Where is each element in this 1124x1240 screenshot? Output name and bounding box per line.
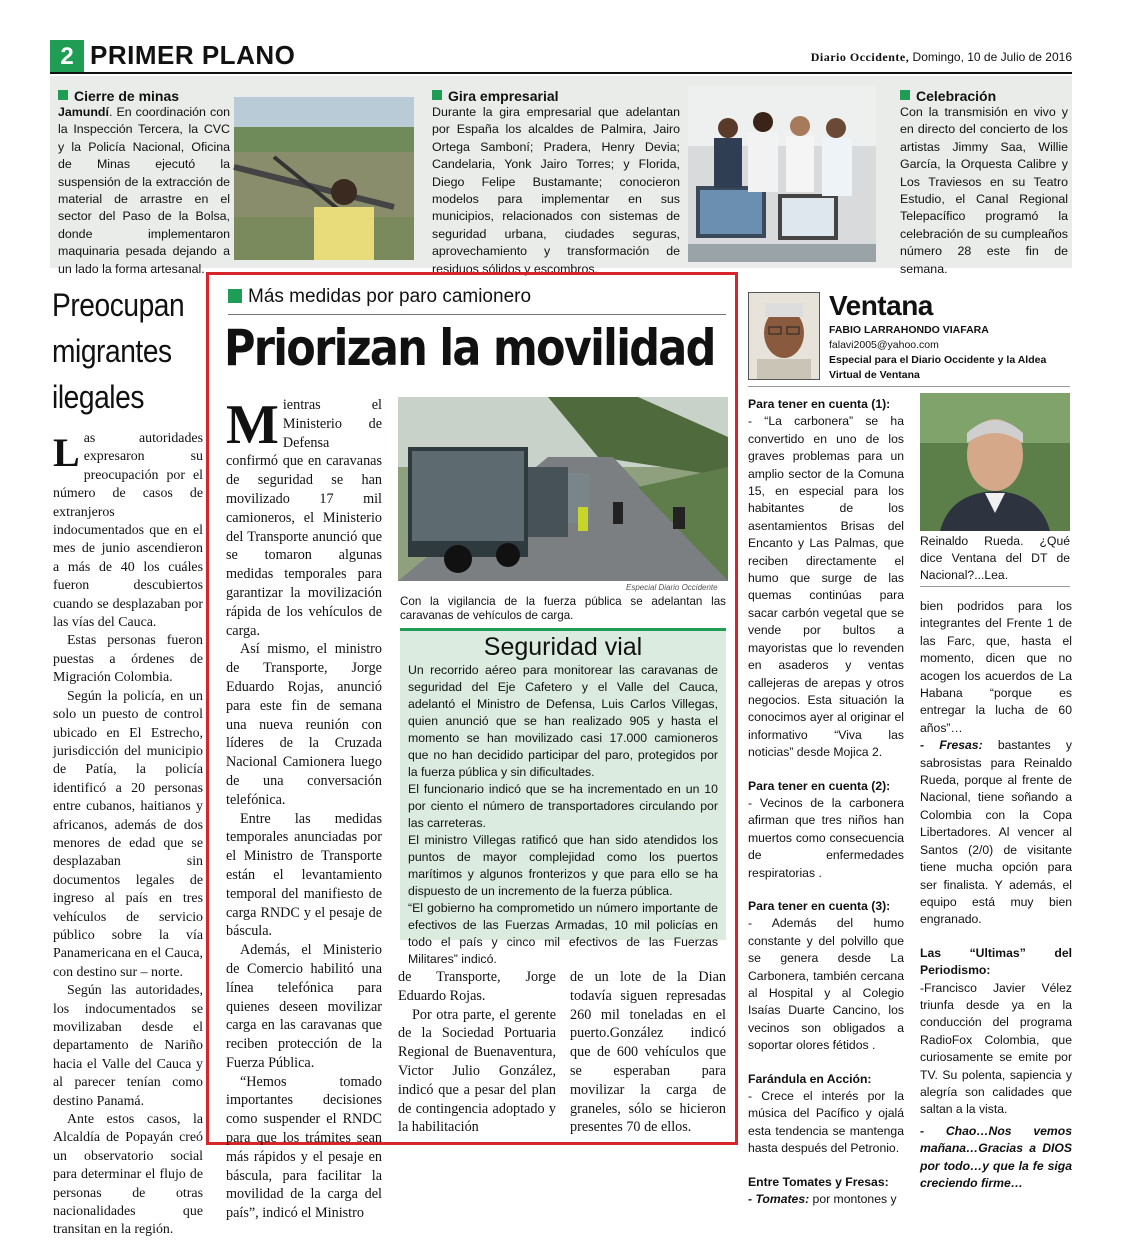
column-text-1: Para tener en cuenta (1): - “La carbonera” se ha convertido en uno de los graves problemas para un amplio sector de la Comuna 15, en especial para los habitantes de los asentamientos Brisas del Encanto y Las Palmas, que reciben directamente el humo que surge de las quemas continúas para sacar carbón vegetal que se vende por bultos a mayoristas que lo revenden en asaderos y ventas callejeras de arepas y otros negocios. Esta situación la conocimos ayer al originar el informativo “Viva las noticias” desde Mojica 2. Para tener en cuenta (2): - Vecinos de la carbonera afirman que tres niños han muertos como consecuencia de enfermedades respiratorias . Para tener en cuenta (3): - Además del humo constante y del polvillo que se genera desde La Carbonera, también cercana al Hospital y al Colegio Isaías Duarte Cancino, los vecinos son obligados a soportar olores fétidos . Farándula en Acción: - Crece el interés por la música del Pacífico y ojalá esta tendencia se mantenga hasta después del Petronio. Entre Tomates y Fresas: - Tomates: por montones y: [748, 397, 904, 1207]
column-tagline: Especial para el Diario Occidente y la Aldea Virtual de Ventana: [829, 354, 1047, 381]
mine-photo: [234, 97, 414, 260]
photo-caption: Con la vigilancia de la fuerza pública se adelantan las caravanas de vehículos de carga.: [400, 595, 726, 622]
brief-title: Celebración: [900, 88, 1068, 104]
header-rule: [50, 72, 1072, 74]
main-body-col-1: Mientras el Ministerio de Defensa confirmó que en caravanas de seguridad se han movilizado 17 mil camioneros, el Ministerio del Transporte anunció que se tomaron algunas medidas temporales para garantizar la movilización rápida de los vehículos de carga. Así mismo, el ministro de Transporte, Jorge Eduardo Rojas, anunció para este fin de semana una nueva reunión con líderes de la Cruzada Nacional Camionera luego de una conversación telefónica. Entre las medidas temporales anunciadas por el Ministro de Transporte están el levantamiento temporal del manifiesto de carga RNDC y el pesaje de báscula. Además, el Ministerio de Comercio habilitó una línea telefónica para quienes deseen movilizar carga en las caravanas que reciben protección de la Fuerza Pública. “Hemos tomado importantes decisiones como suspender el RNDC para que los trámites sean más rápidos y el pesaje en báscula, para facilitar la movilidad de la carga del país”, indicó el Ministro: [226, 394, 382, 1222]
brief-business-tour: [432, 88, 680, 278]
brief-title: Cierre de minas: [58, 88, 230, 104]
brief-celebration: [900, 88, 1068, 278]
brief-text: Durante la gira empresarial que adelantan por España los alcaldes de Palmira, Jairo Ortega Samboní; Pradera, Henry Devia; Candelaria, Yonk Jairo Torres; y Florida, Diego Felipe Bustamante; conocieron modelos para implementar en sus municipios, relacionados con sistemas de seguridad urbana, ciudades seguras, aprovechamiento y transformación de residuos sólidos y escombros.: [432, 105, 680, 276]
left-headline: Preocupan migrantes ilegales: [52, 287, 185, 415]
masthead: [811, 50, 1072, 65]
author-photo: [748, 292, 820, 380]
rueda-photo: [920, 393, 1070, 531]
brief-mines: [58, 88, 230, 278]
column-rule: [748, 386, 1070, 387]
kicker-rule: [228, 314, 726, 315]
newspaper-name: Diario Occidente,: [810, 50, 910, 64]
mayors-photo: [688, 86, 876, 262]
issue-date: Domingo, 10 de Julio de 2016: [912, 50, 1072, 64]
brief-title: Gira empresarial: [432, 88, 680, 104]
photo-credit: Especial Diario Occidente: [626, 583, 718, 592]
sidebar-text: Un recorrido aéreo para monitorear las caravanas de seguridad del Eje Cafetero y el Valle del Cauca, adelantó el Ministro de Defensa, Luis Carlos Villegas, quien anunció que se han realizado 905 y hasta el momento se han movilizado casi 17.000 camioneros que no han decidido participar del paro, protegidos por la fuerza pública y sin dificultades. El funcionario indicó que se ha incrementado en un 10 por ciento el número de transportadores circulando por las carreteras. El ministro Villegas ratificó que han sido atendidos los puntos de mayor complejidad como los puertos marítimos y algunos fronterizos y que para ello se ha dispuesto de un incremento de la fuerza pública. “El gobierno ha comprometido un número importante de efectivos de las Fuerzas Armadas, 10 mil policías en todo el país y cinco mil efectivos de las Fuerzas Militares” indicó.: [408, 663, 718, 966]
rueda-caption: Reinaldo Rueda. ¿Qué dice Ventana del DT de Nacional?...Lea.: [920, 534, 1070, 582]
kicker: Más medidas por paro camionero: [228, 286, 531, 308]
column-email: falavi2005@yahoo.com: [829, 339, 939, 351]
column-byline: [829, 323, 1069, 383]
brief-text: Con la transmisión en vivo y en directo del concierto de los artistas Jimmy Saa, Willie García, la Orquesta Calibre y Los Traviesos en su Teatro Estudio, el Canal Regional Telepacífico programó la celebración de su cumpleaños número 28 este fin de semana.: [900, 105, 1068, 276]
section-title: PRIMER PLANO: [90, 40, 296, 70]
column-text-2: bien podridos para los integrantes del Frente 1 de las Farc, que, hasta el momento, dicen que no acogen los acuerdos de La Habana “porque es entregar la lucha de 60 años”… - Fresas: bastantes y sabrosistas para Reinaldo Rueda, porque al frente de Nacional, tiene soñando a Colombia con la Copa Libertadores. Al vencer al Santos (2/0) de visitante tiene mucha opción para ser finalista. Y además, el equipo está muy bien engranado. Las “Ultimas” del Periodismo: -Francisco Javier Vélez triunfa desde ya en la conducción del programa RadioFox Colombia, que curiosamente se emite por TV. Su polenta, sapiencia y alegría son calidades que saltan a la vista. - Chao…Nos vemos mañana…Gracias a DIOS por todo…y que la fe siga creciendo firme…: [920, 599, 1073, 1190]
sidebar-title: Seguridad vial: [483, 633, 643, 661]
green-square-icon: [58, 90, 68, 100]
left-article-body: Las autoridades expresaron su preocupación por el número de casos de extranjeros indocumentados que en el mes de junio ascendieron a más de 40 los cuáles fueron descubiertos cuando se desplazaban por las vías del Cauca. Estas personas fueron puestas a órdenes de Migración Colombia. Según la policía, en un solo un puesto de control ubicado en El Estrecho, jurisdicción del municipio de Patía, la policía identificó a 20 personas entre cubanos, haitianos y africanos, además de dos menores de edad que se desplazaban sin documentos legales de ingreso al país en tres vehículos de servicio público sobre la vía Panamericana en el Cauca, con destino sur – norte. Según las autoridades, los indocumentados se movilizaban desde el departamento de Nariño hacia el Valle del Cauca y al parecer tenían como destino Panamá. Ante estos casos, la Alcaldía de Popayán creó un observatorio social para determinar el flujo de personas de otras nacionalidades que transitan en la región.: [53, 430, 203, 1238]
truck-caravan-photo: [398, 397, 728, 581]
brief-text: Jamundí. En coordinación con la Inspección Tercera, la CVC y la Policía Nacional, Oficina de Minas ejecutó la suspensión de la extracción de material de arrastre en el sector del Paso de la Bolsa, donde implementaron maquinaria pesada dejando a un lado la forma artesanal.: [58, 105, 230, 276]
green-square-icon: [900, 90, 910, 100]
green-square-icon: [228, 289, 242, 303]
column-title: Ventana: [829, 290, 933, 321]
green-square-icon: [432, 90, 442, 100]
caption-rule: [920, 586, 1070, 587]
main-headline: Priorizan la movilidad: [224, 319, 715, 377]
page-number: 2: [50, 40, 84, 74]
main-body-col-2: de Transporte, Jorge Eduardo Rojas. Por otra parte, el gerente de la Sociedad Portuaria Regional de Buenaventura, Victor Julio González, indicó que a pesar del plan de contingencia adoptado y la habilitación: [398, 969, 556, 1136]
column-author: FABIO LARRAHONDO VIAFARA: [829, 324, 989, 336]
sidebar-box: [400, 628, 726, 966]
main-body-col-3: de un lote de la Dian todavía siguen represadas 260 mil toneladas en el puerto.González indicó que de 600 vehículos que se esperaban para movilizar la carga de graneles, sólo se hicieron presentes 70 de ellos.: [570, 969, 726, 1136]
